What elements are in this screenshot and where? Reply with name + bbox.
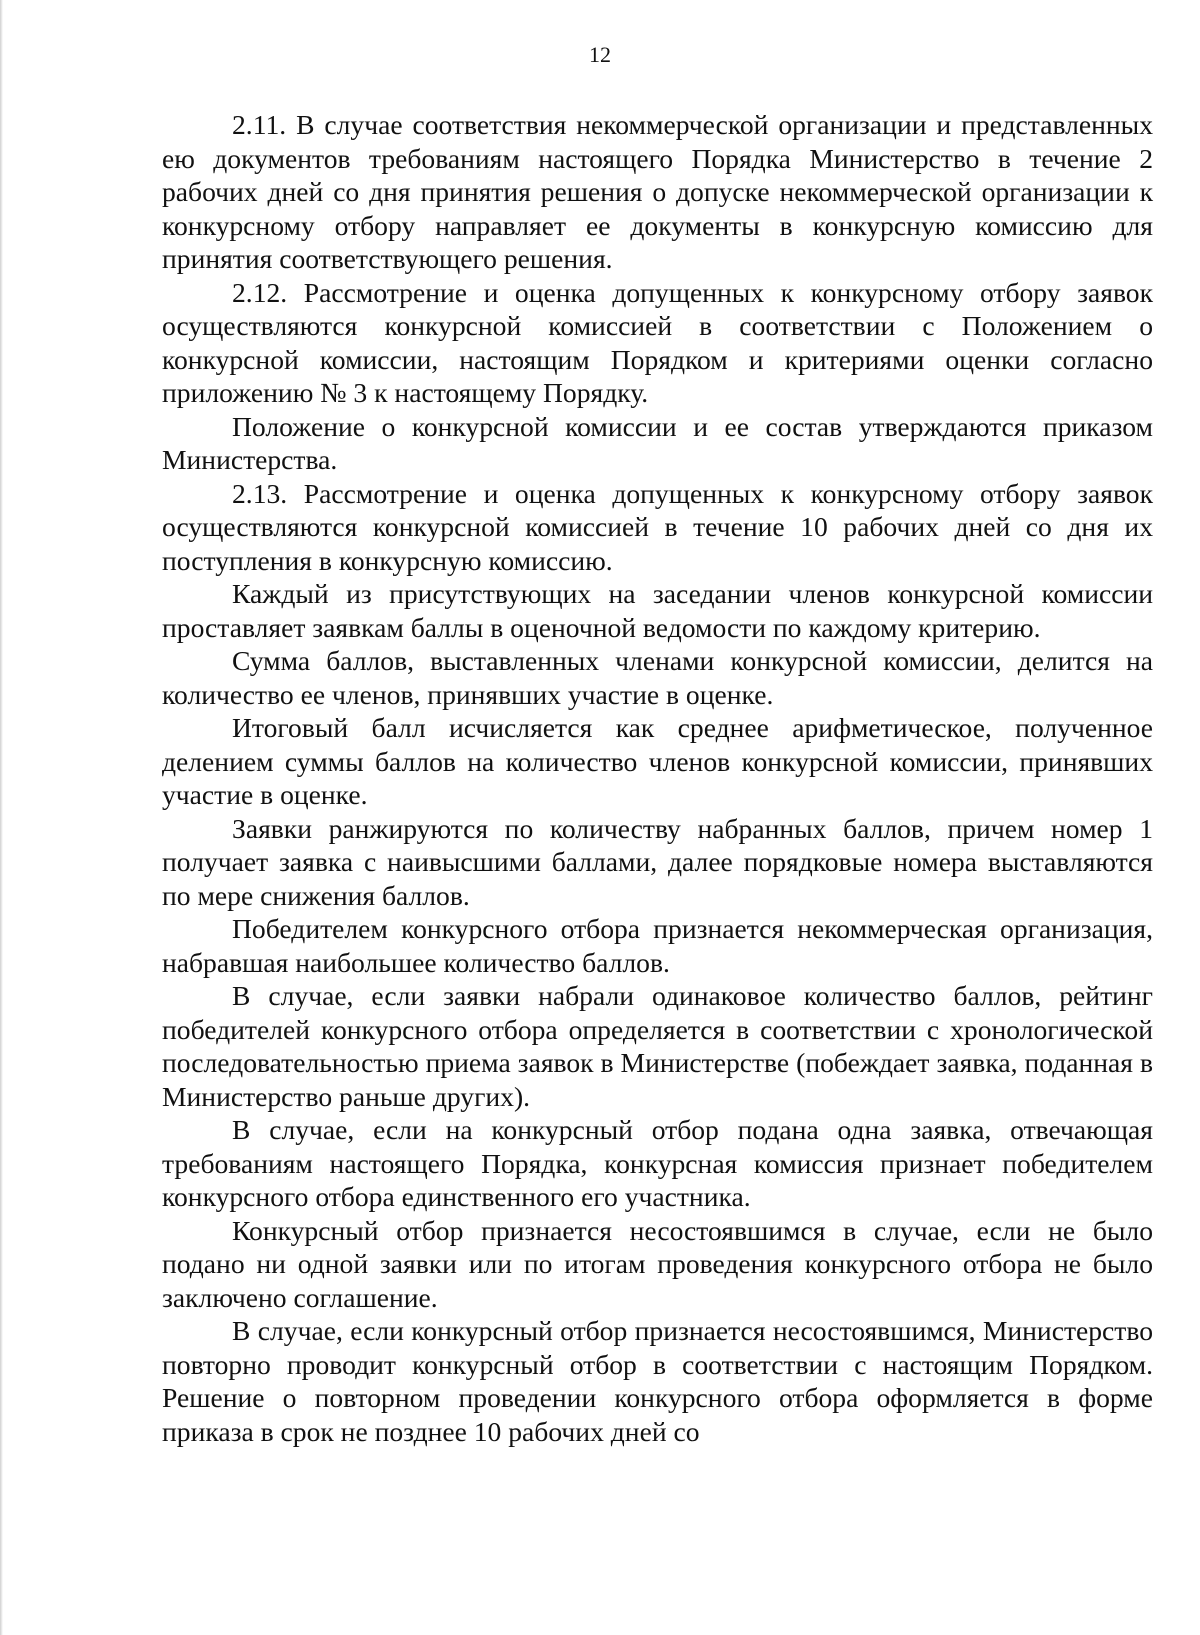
paragraph-single-application: В случае, если на конкурсный отбор подана одна заявка, отвечающая требованиям настоящего Порядка, конкурсная комиссия признает победителем конкурсного отбора единственного его участника. <box>162 1114 1153 1212</box>
paragraph-2-12: 2.12. Рассмотрение и оценка допущенных к конкурсному отбору заявок осуществляются конкурсной комиссией в соответствии с Положением о конкурсной комиссии, настоящим Порядком и критериями оценки согласно приложению № 3 к настоящему Порядку. <box>162 276 1153 408</box>
paragraph-repeat-selection: В случае, если конкурсный отбор признается несостоявшимся, Министерство повторно проводит конкурсный отбор в соответствии с настоящим Порядком. Решение о повторном проведении конкурсного отбора оформляется в форме приказа в срок не позднее 10 рабочих дней со <box>162 1315 1153 1447</box>
paragraph-score-sum: Сумма баллов, выставленных членами конкурсной комиссии, делится на количество ее членов, принявших участие в оценке. <box>162 645 1153 710</box>
paragraph-failed-selection: Конкурсный отбор признается несостоявшимся в случае, если не было подано ни одной заявки или по итогам проведения конкурсного отбора не было заключено соглашение. <box>162 1214 1153 1313</box>
scan-edge-shadow <box>0 0 3 1635</box>
page-number: 12 <box>589 42 611 67</box>
paragraph-scoring-by-members: Каждый из присутствующих на заседании членов конкурсной комиссии проставляет заявкам баллы в оценочной ведомости по каждому критерию. <box>162 578 1153 643</box>
paragraph-2-13: 2.13. Рассмотрение и оценка допущенных к конкурсному отбору заявок осуществляются конкурсной комиссией в течение 10 рабочих дней со дня их поступления в конкурсную комиссию. <box>162 477 1153 576</box>
paragraph-ranking: Заявки ранжируются по количеству набранных баллов, причем номер 1 получает заявка с наивысшими баллами, далее порядковые номера выставляются по мере снижения баллов. <box>162 812 1153 911</box>
document-body <box>162 108 1153 1448</box>
paragraph-final-score: Итоговый балл исчисляется как среднее арифметическое, полученное делением суммы баллов на количество членов конкурсной комиссии, принявших участие в оценке. <box>162 712 1153 810</box>
paragraph-tie-break: В случае, если заявки набрали одинаковое количество баллов, рейтинг победителей конкурсного отбора определяется в соответствии с хронологической последовательностью приема заявок в Министерстве (побеждает заявка, поданная в Министерство раньше других). <box>162 980 1153 1112</box>
paragraph-winner: Победителем конкурсного отбора признается некоммерческая организация, набравшая наибольшее количество баллов. <box>162 913 1153 978</box>
paragraph-commission-regulation: Положение о конкурсной комиссии и ее состав утверждаются приказом Министерства. <box>162 410 1153 475</box>
paragraph-2-11: 2.11. В случае соответствия некоммерческой организации и представленных ею документов требованиям настоящего Порядка Министерство в течение 2 рабочих дней со дня принятия решения о допуске некоммерческой организации к конкурсному отбору направляет ее документы в конкурсную комиссию для принятия соответствующего решения. <box>162 109 1153 274</box>
